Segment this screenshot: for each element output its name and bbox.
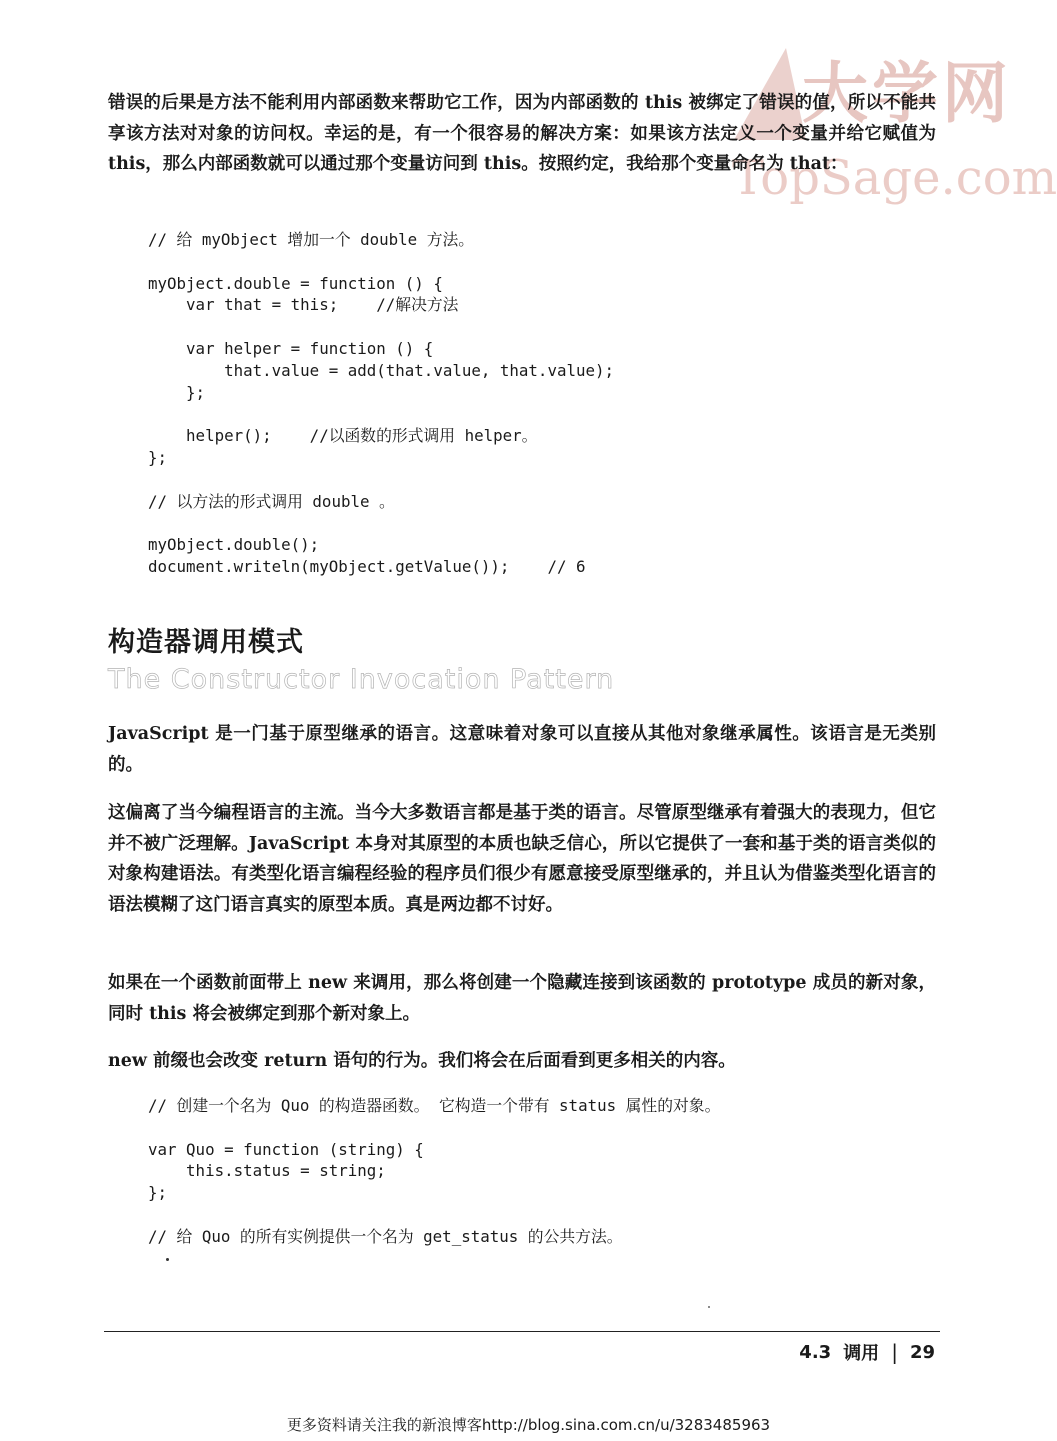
watermark-en: TopSage.com <box>732 150 1057 206</box>
section-heading: 构造器调用模式 <box>108 627 304 658</box>
section-subheading: The Constructor Invocation Pattern <box>108 664 615 695</box>
code-block-1: // 给 myObject 增加一个 double 方法。 myObject.double = function () { var that = this; //解决方法 var helper = function () { that.value = add(that.value, that.value); }; helper(); //以函数的形式调用 helper。 }; // 以方法的形式调用 double 。 myObject.double(); document.writeln(myObject.getValue()); // 6 <box>148 230 615 576</box>
stray-mark <box>708 1306 710 1308</box>
footer-section-number: 4.3 <box>799 1341 832 1363</box>
blog-promo-line: 更多资料请关注我的新浪博客http://blog.sina.com.cn/u/3283485963 <box>286 1416 771 1434</box>
paragraph-3: 这偏离了当今编程语言的主流。当今大多数语言都是基于类的语言。尽管原型继承有着强大的表现力，但它并不被广泛理解。JavaScript 本身对其原型的本质也缺乏信心，所以它提供了一套和基于类的语言类似的对象构建语法。有类型化语言编程经验的程序员们很少有愿意接受原型继承的，并且认为借鉴类型化语言的语法模糊了这门语言真实的原型本质。真是两边都不讨好。 <box>108 803 936 915</box>
footer-rule <box>104 1331 940 1332</box>
paragraph-2: JavaScript 是一门基于原型继承的语言。这意味着对象可以直接从其他对象继承属性。该语言是无类别的。 <box>108 724 936 775</box>
footer-section-title: 调用 <box>843 1343 880 1364</box>
paragraph-5: new 前缀也会改变 return 语句的行为。我们将会在后面看到更多相关的内容。 <box>108 1051 736 1071</box>
paragraph-1: 错误的后果是方法不能利用内部函数来帮助它工作，因为内部函数的 this 被绑定了错误的值，所以不能共享该方法对对象的访问权。幸运的是，有一个很容易的解决方案：如果该方法定义一个变量并给它赋值为 this，那么内部函数就可以通过那个变量访问到 this。按照约定，我给那个变量命名为 that： <box>108 93 936 174</box>
footer-separator: | <box>891 1340 898 1364</box>
page-footer <box>799 1339 935 1365</box>
paragraph-4: 如果在一个函数前面带上 new 来调用，那么将创建一个隐藏连接到该函数的 prototype 成员的新对象，同时 this 将会被绑定到那个新对象上。 <box>108 973 936 1024</box>
watermark-cn: 大学网 <box>802 54 1012 132</box>
page-number: 29 <box>909 1341 935 1363</box>
stray-mark <box>166 1258 169 1261</box>
code-block-2: // 创建一个名为 Quo 的构造器函数。 它构造一个带有 status 属性的对象。 var Quo = function (string) { this.status = string; }; // 给 Quo 的所有实例提供一个名为 get_status 的公共方法。 <box>148 1096 721 1246</box>
